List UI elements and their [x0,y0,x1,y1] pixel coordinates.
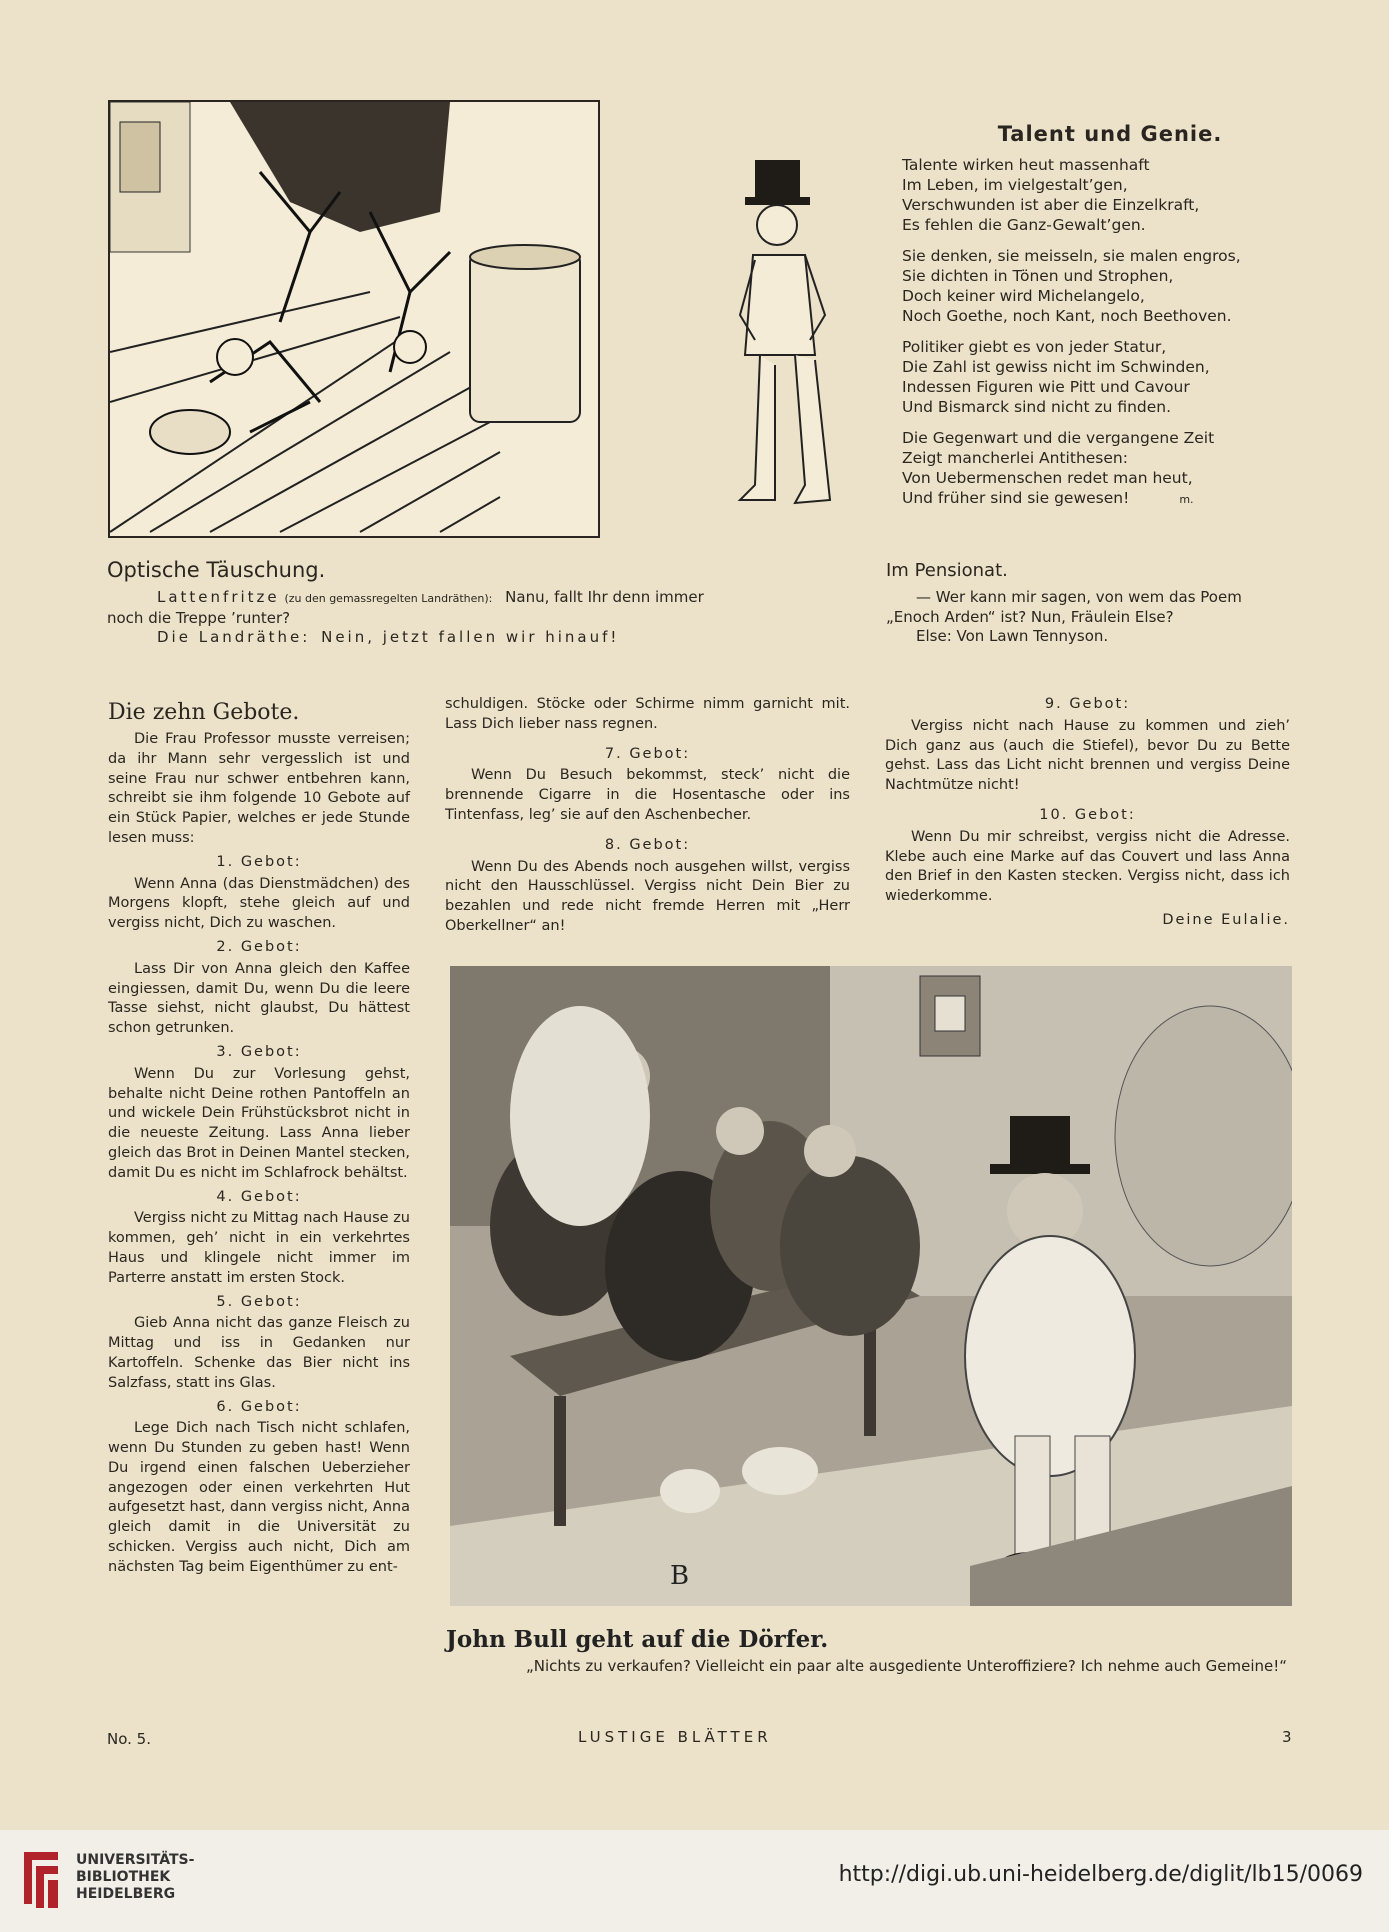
poem-title: Talent und Genie. [997,122,1223,146]
dialog-line-2: noch die Treppe ’runter? [107,608,291,627]
gebot-text: Lege Dich nach Tisch nicht schlafen, wenn Du Stunden zu geben hast! Wenn Du irgend einen falschen Ueberzieher angezogen oder einen verkehrten Hut aufgesetzt hast, dann vergiss nicht, Anna gleich damit in die Universität zu schicken. Vergiss auch nicht, Dich am nächsten Tag beim Eigenthümer zu ent- [108,1420,410,1575]
gebot-text: Wenn Du des Abends noch ausgehen willst, vergiss nicht den Hausschlüssel. Vergiss nicht Dein Bier zu bezahlen und rede nicht fremde Herren mit „Herr Oberkellner“ an! [445,858,850,934]
gebot-text: Lass Dir von Anna gleich den Kaffee eingiessen, damit Du, wenn Du die leere Tasse siehst, nicht glaubst, Du hättest schon getrunken. [108,960,410,1037]
source-url-link[interactable]: http://digi.ub.uni-heidelberg.de/diglit/lb15/0069 [838,1862,1363,1887]
poem-line: Und früher sind sie gewesen! m. [902,489,1194,507]
poem-line: Politiker giebt es von jeder Statur, [902,338,1167,356]
poem-body [902,155,1322,510]
poem-line: Verschwunden ist aber die Einzelkraft, [902,196,1200,214]
artist-monogram: B [670,1561,690,1591]
speaker-lattenfritze: Lattenfritze [157,588,280,606]
poem-line: Von Uebermenschen redet man heut, [902,469,1193,487]
stairs-illustration [108,100,600,538]
speaker-landraethe: Die Landräthe: [157,628,311,646]
pensionat-line-1: — Wer kann mir sagen, von wem das Poem [916,588,1242,606]
johnbull-drawing [450,966,1292,1606]
gebot-text: Gieb Anna nicht das ganze Fleisch zu Mittag und iss in Gedanken nur Kartoffeln. Schenke das Bier nicht ins Salzfass, statt ins Glas. [108,1315,410,1391]
poem-line: Zeigt mancherlei Antithesen: [902,449,1128,467]
issue-number: No. 5. [107,1730,151,1748]
gebot-text: Wenn Du zur Vorlesung gehst, behalte nicht Deine rothen Pantoffeln an und wickele Dein Frühstücksbrot nicht in die neueste Zeitung. Lass Anna lieber gleich das Brot in Deinen Mantel stecken, damit Du es nicht im Schlafrock behältst. [108,1065,410,1181]
poem-line: Talente wirken heut massenhaft [902,156,1150,174]
gebot-label: 1. Gebot: [216,853,302,870]
gebot-text: Vergiss nicht nach Hause zu kommen und zieh’ Dich ganz aus (auch die Stiefel), bevor Du zu Bette gehst. Lass das Licht nicht brennen und vergiss Deine Nachtmütze nicht! [885,717,1290,794]
gebote-continuation: schuldigen. Stöcke oder Schirme nimm garnicht mit. Lass Dich lieber nass regnen. [445,696,850,732]
poem-signature: m. [1179,493,1194,506]
optische-dialog [107,588,847,648]
gebot-text: Wenn Du Besuch bekommst, steck’ nicht die brennende Cigarre in die Hosentasche oder ins Tintenfass, leg’ sie auf den Aschenbecher. [445,767,850,823]
johnbull-title: John Bull geht auf die Dörfer. [446,1626,829,1653]
gebot-label: 6. Gebot: [216,1398,302,1415]
dialog-line-1 [107,588,847,609]
poem-stanza [902,246,1322,326]
poem-stanza [902,337,1322,417]
stairs-drawing [110,102,598,536]
library-line-1: UNIVERSITÄTS- [76,1852,195,1868]
poem-line: Sie denken, sie meisseln, sie malen engros, [902,247,1241,265]
library-line-3: HEIDELBERG [76,1886,176,1902]
dialog-text-1: Nanu, fallt Ihr denn immer [505,588,704,606]
dialog-line-3 [107,628,847,648]
page-number: 3 [1282,1728,1292,1746]
poem-line: Die Gegenwart und die vergangene Zeit [902,429,1215,447]
gebot-label: 8. Gebot: [604,836,691,853]
poem-line: Im Leben, im vielgestalt’gen, [902,176,1128,194]
gebot-label: 5. Gebot: [216,1293,302,1310]
optische-title: Optische Täuschung. [107,558,326,582]
johnbull-caption: „Nichts zu verkaufen? Vielleicht ein paar alte ausgediente Unteroffiziere? Ich nehme auch Gemeine!“ [526,1657,1288,1675]
gebot-label: 3. Gebot: [216,1043,302,1060]
gebote-column-1 [108,730,410,1578]
dialog-text-3: Nein, jetzt fallen wir hinauf! [321,628,620,646]
poem-stanza [902,155,1322,235]
library-name [76,1852,194,1903]
gebote-title: Die zehn Gebote. [108,700,300,725]
magazine-name: LUSTIGE BLÄTTER [578,1728,772,1746]
gebote-closing: Deine Eulalie. [1162,911,1290,928]
pensionat-line-3: Else: Von Lawn Tennyson. [916,627,1109,645]
poem-line: Sie dichten in Tönen und Strophen, [902,267,1174,285]
gebot-text: Wenn Du mir schreibst, vergiss nicht die Adresse. Klebe auch eine Marke auf das Couvert und lass Anna den Brief in den Kasten stecken. Vergiss nicht, dass ich wiederkomme. [885,828,1290,905]
gebot-text: Vergiss nicht zu Mittag nach Hause zu kommen, geh’ nicht in ein verkehrtes Haus und klingele nicht immer im Parterre anstatt im ersten Stock. [108,1210,410,1286]
gebot-label: 9. Gebot: [1044,696,1131,712]
gebot-label: 10. Gebot: [1039,806,1136,823]
pensionat-title: Im Pensionat. [886,560,1008,581]
pensionat-body [886,588,1326,647]
gebote-column-3 [885,695,1290,931]
poem-line: Noch Goethe, noch Kant, noch Beethoven. [902,307,1232,325]
poem-line: Indessen Figuren wie Pitt und Cavour [902,378,1190,396]
gebote-intro: Die Frau Professor musste verreisen; da ihr Mann sehr vergesslich ist und seine Frau nur schwer entbehren kann, schreibt sie ihm folgende 10 Gebote auf ein Stück Papier, welches er jede Stunde lesen muss: [108,731,410,846]
library-logo-icon [20,1848,62,1912]
poem-line: Doch keiner wird Michelangelo, [902,287,1145,305]
poem-line: Und Bismarck sind nicht zu finden. [902,398,1172,416]
stage-note: (zu den gemassregelten Landräthen): [284,592,493,605]
poem-line: Es fehlen die Ganz-Gewalt’gen. [902,216,1146,234]
johnbull-illustration [450,966,1292,1606]
gebot-label: 7. Gebot: [604,745,691,762]
poem-line: Die Zahl ist gewiss nicht im Schwinden, [902,358,1210,376]
library-line-2: BIBLIOTHEK [76,1869,171,1885]
gebot-text: Wenn Anna (das Dienstmädchen) des Morgens klopft, stehe gleich auf und vergiss nicht, Dich zu waschen. [108,875,410,932]
standing-man-drawing [715,155,865,515]
standing-man-illustration [715,155,865,515]
library-banner [0,1830,1389,1932]
gebote-column-2 [445,695,850,937]
gebot-label: 2. Gebot: [216,938,302,955]
gebot-label: 4. Gebot: [216,1188,302,1205]
poem-stanza [902,428,1322,510]
pensionat-line-2: „Enoch Arden“ ist? Nun, Fräulein Else? [886,607,1174,626]
